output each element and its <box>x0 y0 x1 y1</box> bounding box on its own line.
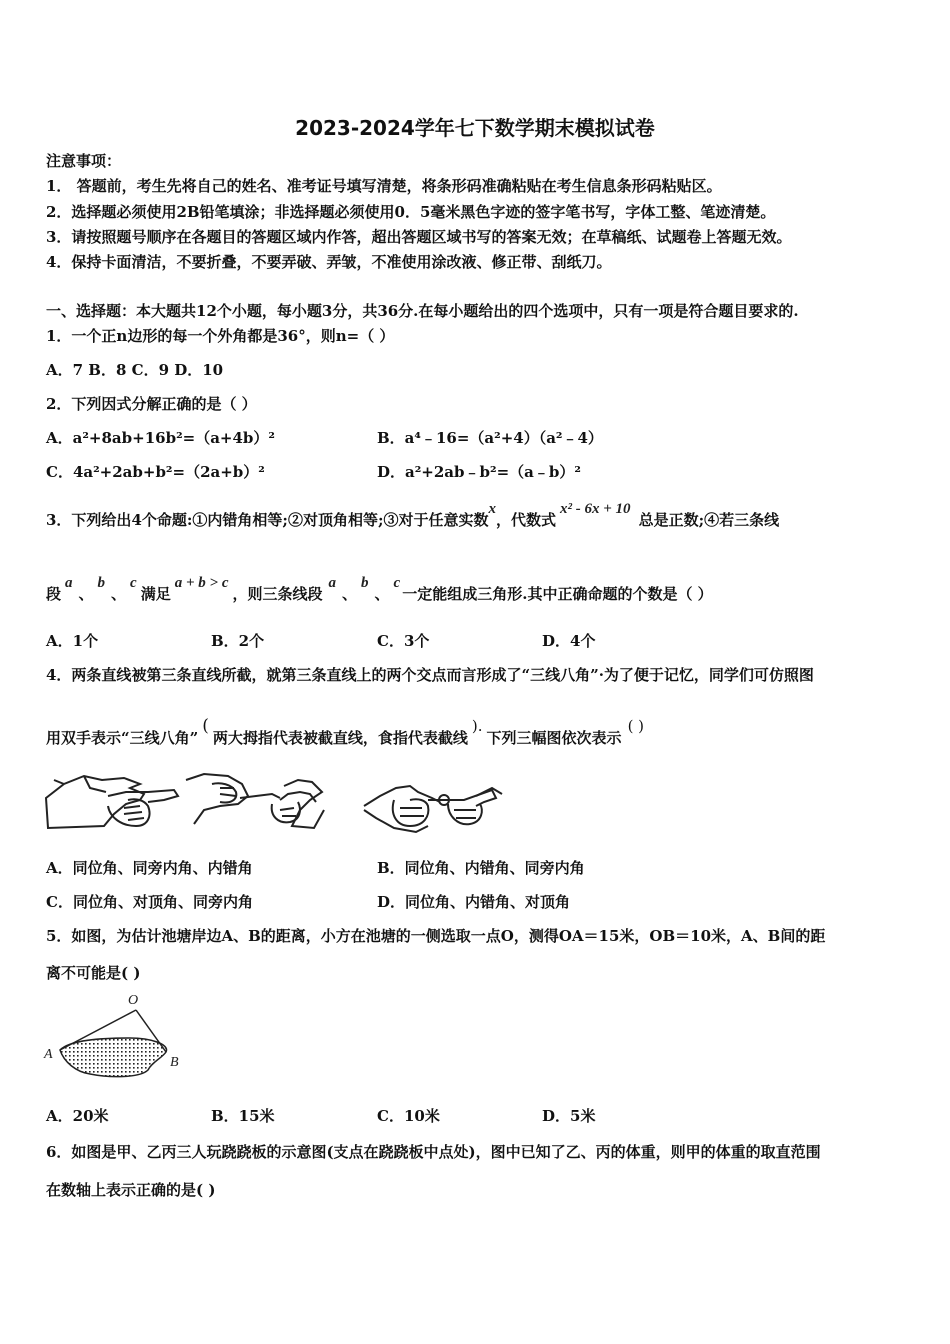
q4-paren-open: ( <box>202 716 209 736</box>
q3-math-b2: b <box>361 575 369 591</box>
q4-text-2c: 两大拇指代表被截直线，食指代表截线 <box>212 729 468 747</box>
q2-option-d: D．a²+2ab﹣b²=（a﹣b）² <box>377 463 581 481</box>
q2-option-b: B．a⁴﹣16=（a²+4）（a²﹣4） <box>377 429 603 447</box>
notice-item-3: 3．请按照题号顺序在各题目的答题区域内作答，超出答题区域书写的答案无效；在草稿纸、试题卷上答题无效。 <box>46 228 792 246</box>
q3-math-inequality: a + b > c <box>174 575 229 591</box>
q4-text-2e: 下列三幅图依次表示 <box>486 729 622 747</box>
point-label-o: O <box>128 993 139 1008</box>
q5-line-1: 5．如图，为估计池塘岸边A、B的距离，小方在池塘的一侧选取一点O，测得OA＝15米，OB＝10米，A、B间的距 <box>46 927 826 945</box>
q4-option-a: A．同位角、同旁内角、内错角 <box>46 859 253 877</box>
q3-option-d: D．4个 <box>542 632 596 650</box>
q4-option-c: C．同位角、对顶角、同旁内角 <box>46 893 253 911</box>
q3-text-2c: 、 <box>111 585 127 603</box>
q3-text-2b: 、 <box>78 585 94 603</box>
q4-option-d: D．同位角、内错角、对顶角 <box>377 893 571 911</box>
q5-option-a: A．20米 <box>46 1107 109 1125</box>
q4-option-b: B．同位角、内错角、同旁内角 <box>377 859 585 877</box>
q1-stem: 1．一个正n边形的每一个外角都是36°，则n=（ ） <box>46 327 395 345</box>
hand-pair-2 <box>186 774 324 828</box>
q2-option-c: C．4a²+2ab+b²=（2a+b）² <box>46 463 265 481</box>
notice-heading: 注意事项： <box>46 152 122 170</box>
q1-options: A．7 B．8 C．9 D．10 <box>46 361 224 379</box>
q5-option-d: D．5米 <box>542 1107 596 1125</box>
q3-text-2e: ，则三条线段 <box>232 585 323 603</box>
q5-pond-figure <box>40 990 190 1080</box>
notice-item-4: 4．保持卡面清洁，不要折叠，不要弄破、弄皱，不准使用涂改液、修正带、刮纸刀。 <box>46 253 612 271</box>
q2-option-a: A．a²+8ab+16b²=（a+4b）² <box>46 429 275 447</box>
q3-math-b: b <box>97 575 106 591</box>
q3-math-x: x <box>488 501 496 517</box>
q3-text-1a: 3．下列给出4个命题:①内错角相等;②对顶角相等;③对于任意实数 <box>46 511 489 529</box>
q5-option-b: B．15米 <box>211 1107 275 1125</box>
section-heading: 一、选择题：本大题共12个小题，每小题3分，共36分.在每小题给出的四个选项中，只有一项是符合题目要求的. <box>46 302 799 320</box>
notice-item-1: 1． 答题前，考生先将自己的姓名、准考证号填写清楚，将条形码准确粘贴在考生信息条形码粘贴区。 <box>46 177 722 195</box>
q4-paren-close: ). <box>471 717 483 735</box>
q3-math-c: c <box>130 575 137 591</box>
hand-pair-3 <box>364 786 502 832</box>
hand-pair-1 <box>46 776 178 828</box>
point-label-a: A <box>44 1047 53 1062</box>
q3-option-a: A．1个 <box>46 632 99 650</box>
pond-shape <box>60 1038 167 1077</box>
q3-text-1c: 总是正数;④若三条线 <box>638 511 780 529</box>
q4-line-1: 4．两条直线被第三条直线所截，就第三条直线上的两个交点而言形成了“三线八角”·为了便于记忆，同学们可仿照图 <box>46 666 814 684</box>
q3-option-c: C．3个 <box>377 632 430 650</box>
q4-text-2a: 用双手表示“三线八角” <box>46 729 199 747</box>
q3-math-a: a <box>65 575 73 591</box>
q3-math-a2: a <box>328 575 337 591</box>
q5-option-c: C．10米 <box>377 1107 440 1125</box>
q4-hands-figure <box>44 770 504 836</box>
q3-text-2h: 一定能组成三角形.其中正确命题的个数是（ ） <box>402 585 713 603</box>
q2-stem: 2．下列因式分解正确的是（ ） <box>46 395 257 413</box>
notice-item-2: 2．选择题必须使用2B铅笔填涂；非选择题必须使用0．5毫米黑色字迹的签字笔书写，字体工整、笔迹清楚。 <box>46 203 776 221</box>
q3-text-2f: 、 <box>342 585 358 603</box>
q3-text-2a: 段 <box>46 585 62 603</box>
q4-answer-paren: ( ) <box>627 717 645 735</box>
q3-line-2 <box>46 575 713 605</box>
q3-text-2g: 、 <box>374 585 390 603</box>
q3-math-expression: x² - 6x + 10 <box>560 501 631 517</box>
q6-line-1: 6．如图是甲、乙丙三人玩跷跷板的示意图(支点在跷跷板中点处)，图中已知了乙、丙的体重，则甲的体重的取直范围 <box>46 1143 821 1161</box>
q6-line-2: 在数轴上表示正确的是( ) <box>46 1181 216 1199</box>
q4-line-2 <box>46 716 645 748</box>
q3-math-c2: c <box>393 575 401 591</box>
point-label-b: B <box>170 1055 179 1070</box>
q3-line-1 <box>46 501 780 531</box>
q3-text-1b: ，代数式 <box>496 511 557 529</box>
q3-text-2d: 满足 <box>140 585 171 603</box>
q5-line-2: 离不可能是( ) <box>46 964 141 982</box>
q3-option-b: B．2个 <box>211 632 265 650</box>
page-title: 2023-2024学年七下数学期末模拟试卷 <box>295 116 655 140</box>
